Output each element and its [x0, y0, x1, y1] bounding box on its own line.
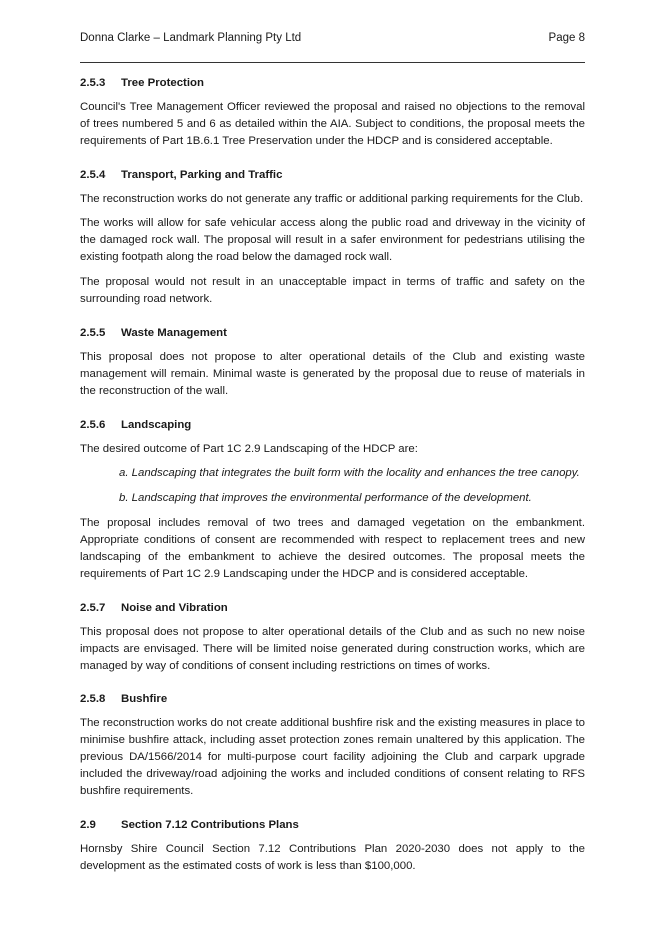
section-number: 2.5.5	[80, 326, 106, 339]
list-item-a: a. Landscaping that integrates the built form with the locality and enhances the tree canopy.	[119, 467, 580, 480]
section-title: Noise and Vibration	[121, 601, 228, 614]
section-number: 2.5.8	[80, 693, 106, 706]
section-transport-parking-traffic	[80, 167, 585, 308]
paragraph: This proposal does not propose to alter operational details of the Club and as such no new noise impacts are envisaged. There will be limited noise generated during construction works, which are managed by way of conditions of consent including restrictions on times of works.	[80, 625, 585, 672]
section-title: Waste Management	[121, 326, 227, 339]
paragraph: The desired outcome of Part 1C 2.9 Landscaping of the HDCP are:	[80, 442, 418, 455]
section-tree-protection	[80, 75, 585, 150]
paragraph: The reconstruction works do not create additional bushfire risk and the existing measures in place to minimise bushfire attack, including asset protection zones remain unaltered by this application. The previous DA/1566/2014 for multi-purpose court facility adjoining the Club and carpark upgrade included the driveway/road adjoining the works and included conditions of consent relating to RFS bushfire requirements.	[80, 717, 585, 797]
section-number: 2.5.7	[80, 601, 106, 614]
paragraph: The proposal includes removal of two trees and damaged vegetation on the embankment. Appropriate conditions of consent are recommended with respect to replacement trees and new landscaping of the embankment to achieve the desired outcomes. The proposal meets the requirements of Part 1C 2.9 Landscaping under the HDCP and is considered acceptable.	[80, 517, 585, 580]
paragraph: The works will allow for safe vehicular access along the public road and driveway in the vicinity of the damaged rock wall. The proposal will result in a safer environment for pedestrians utilising the existing footpath along the road below the damaged rock wall.	[80, 217, 585, 264]
section-heading	[80, 167, 585, 184]
paragraph: Hornsby Shire Council Section 7.12 Contributions Plan 2020-2030 does not apply to the development as the estimated costs of work is less than $100,000.	[80, 842, 585, 872]
section-heading	[80, 600, 585, 617]
section-landscaping	[80, 417, 585, 583]
section-heading	[80, 75, 585, 92]
page-header	[80, 32, 585, 44]
paragraph: Council's Tree Management Officer reviewed the proposal and raised no objections to the removal of trees numbered 5 and 6 as detailed within the AIA. Subject to conditions, the proposal meets the requirements of Part 1B.6.1 Tree Preservation under the HDCP and is considered acceptable.	[80, 100, 585, 147]
section-number: 2.9	[80, 818, 96, 831]
section-contributions-plans	[80, 817, 585, 875]
section-number: 2.5.3	[80, 77, 106, 89]
section-bushfire	[80, 691, 585, 799]
paragraph: The reconstruction works do not generate any traffic or additional parking requirements for the Club.	[80, 192, 584, 205]
section-heading	[80, 817, 585, 834]
page-number: Page 8	[548, 32, 585, 44]
section-number: 2.5.4	[80, 168, 106, 181]
section-title: Section 7.12 Contributions Plans	[121, 818, 299, 831]
section-noise-vibration	[80, 600, 585, 675]
section-number: 2.5.6	[80, 418, 106, 431]
section-title: Transport, Parking and Traffic	[121, 168, 283, 181]
list-item-b: b. Landscaping that improves the environmental performance of the development.	[119, 492, 532, 505]
section-title: Bushfire	[121, 693, 168, 706]
section-title: Landscaping	[121, 418, 192, 431]
document-body	[80, 75, 585, 883]
header-author: Donna Clarke – Landmark Planning Pty Ltd	[80, 32, 302, 44]
paragraph: This proposal does not propose to alter operational details of the Club and existing waste management will remain. Minimal waste is generated by the proposal due to reuse of materials in the reconstruction of the wall.	[80, 350, 585, 397]
section-title: Tree Protection	[121, 77, 204, 89]
header-divider	[80, 62, 585, 63]
section-heading	[80, 325, 585, 342]
paragraph: The proposal would not result in an unacceptable impact in terms of traffic and safety on the surrounding road network.	[80, 276, 585, 306]
section-heading	[80, 691, 585, 708]
section-heading	[80, 417, 585, 434]
section-waste-management	[80, 325, 585, 400]
